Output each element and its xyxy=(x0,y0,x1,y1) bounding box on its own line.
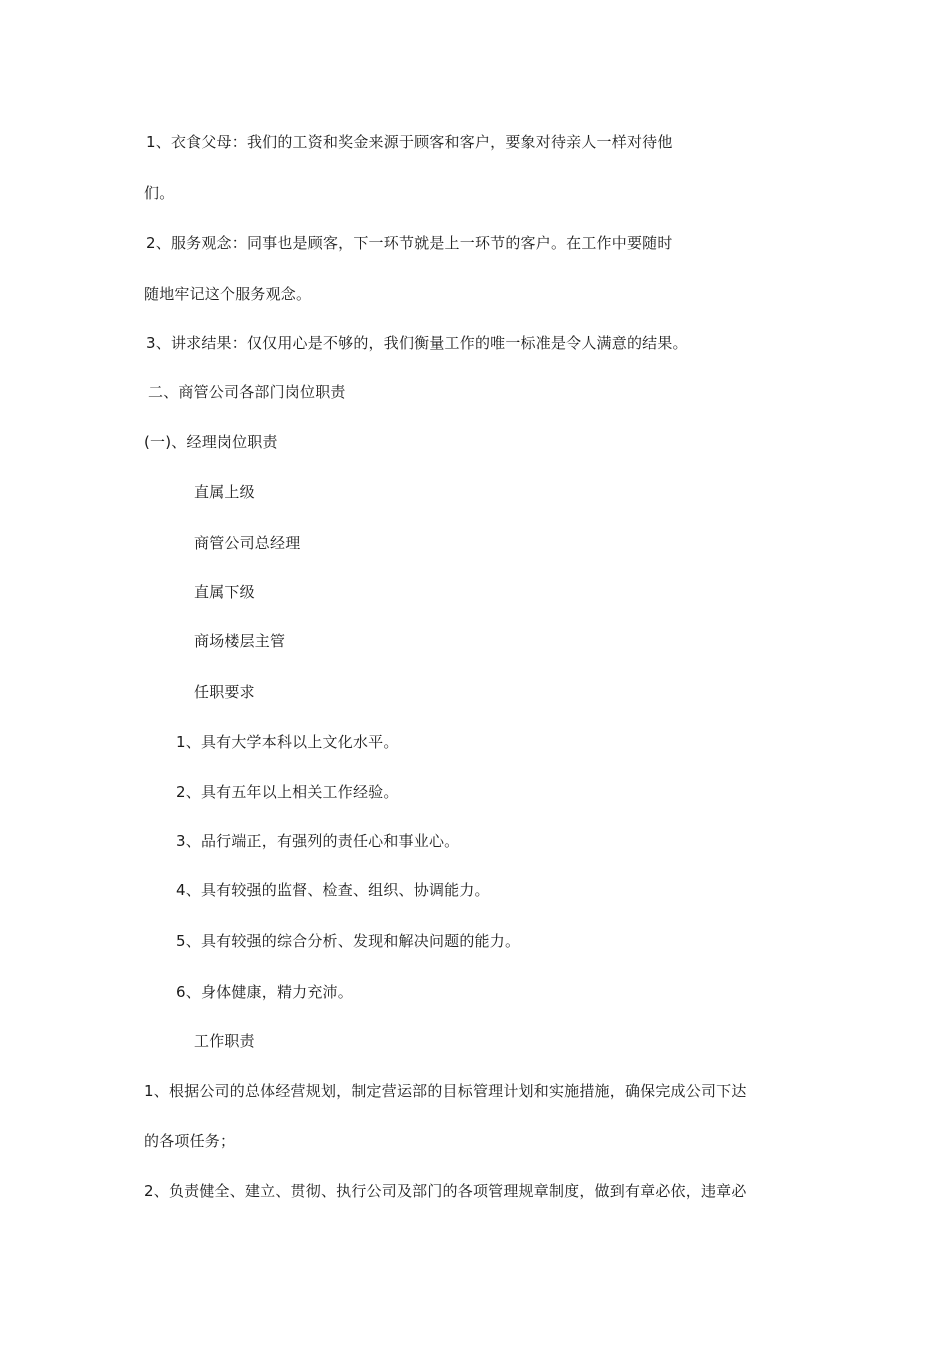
requirement-item: 5、具有较强的综合分析、发现和解决问题的能力。 xyxy=(176,932,521,950)
paragraph-line-1-cont: 们。 xyxy=(144,184,175,202)
duty-item-1: 1、根据公司的总体经营规划，制定营运部的目标管理计划和实施措施，确保完成公司下达 xyxy=(144,1082,747,1100)
value-direct-subordinate: 商场楼层主管 xyxy=(194,632,286,650)
duty-item-2: 2、负责健全、建立、贯彻、执行公司及部门的各项管理规章制度，做到有章必依，违章必 xyxy=(144,1182,747,1200)
label-job-duties: 工作职责 xyxy=(194,1032,255,1050)
paragraph-line-3: 3、讲求结果：仅仅用心是不够的，我们衡量工作的唯一标准是令人满意的结果。 xyxy=(146,334,688,352)
label-direct-superior: 直属上级 xyxy=(194,483,255,501)
paragraph-line-2-cont: 随地牢记这个服务观念。 xyxy=(144,285,312,303)
section-heading: 二、商管公司各部门岗位职责 xyxy=(148,383,346,401)
label-job-requirements: 任职要求 xyxy=(194,683,255,701)
duty-item-1-cont: 的各项任务； xyxy=(144,1132,236,1150)
label-direct-subordinate: 直属下级 xyxy=(194,583,255,601)
requirement-item: 1、具有大学本科以上文化水平。 xyxy=(176,733,399,751)
requirement-item: 2、具有五年以上相关工作经验。 xyxy=(176,783,399,801)
requirement-item: 3、品行端正，有强列的责任心和事业心。 xyxy=(176,832,460,850)
paragraph-line-1: 1、衣食父母：我们的工资和奖金来源于顾客和客户，要象对待亲人一样对待他 xyxy=(146,133,673,151)
value-direct-superior: 商管公司总经理 xyxy=(194,534,301,552)
subsection-heading: (一)、经理岗位职责 xyxy=(144,433,278,451)
paragraph-line-2: 2、服务观念：同事也是顾客，下一环节就是上一环节的客户。在工作中要随时 xyxy=(146,234,673,252)
requirement-item: 4、具有较强的监督、检查、组织、协调能力。 xyxy=(176,881,490,899)
requirement-item: 6、身体健康，精力充沛。 xyxy=(176,983,353,1001)
